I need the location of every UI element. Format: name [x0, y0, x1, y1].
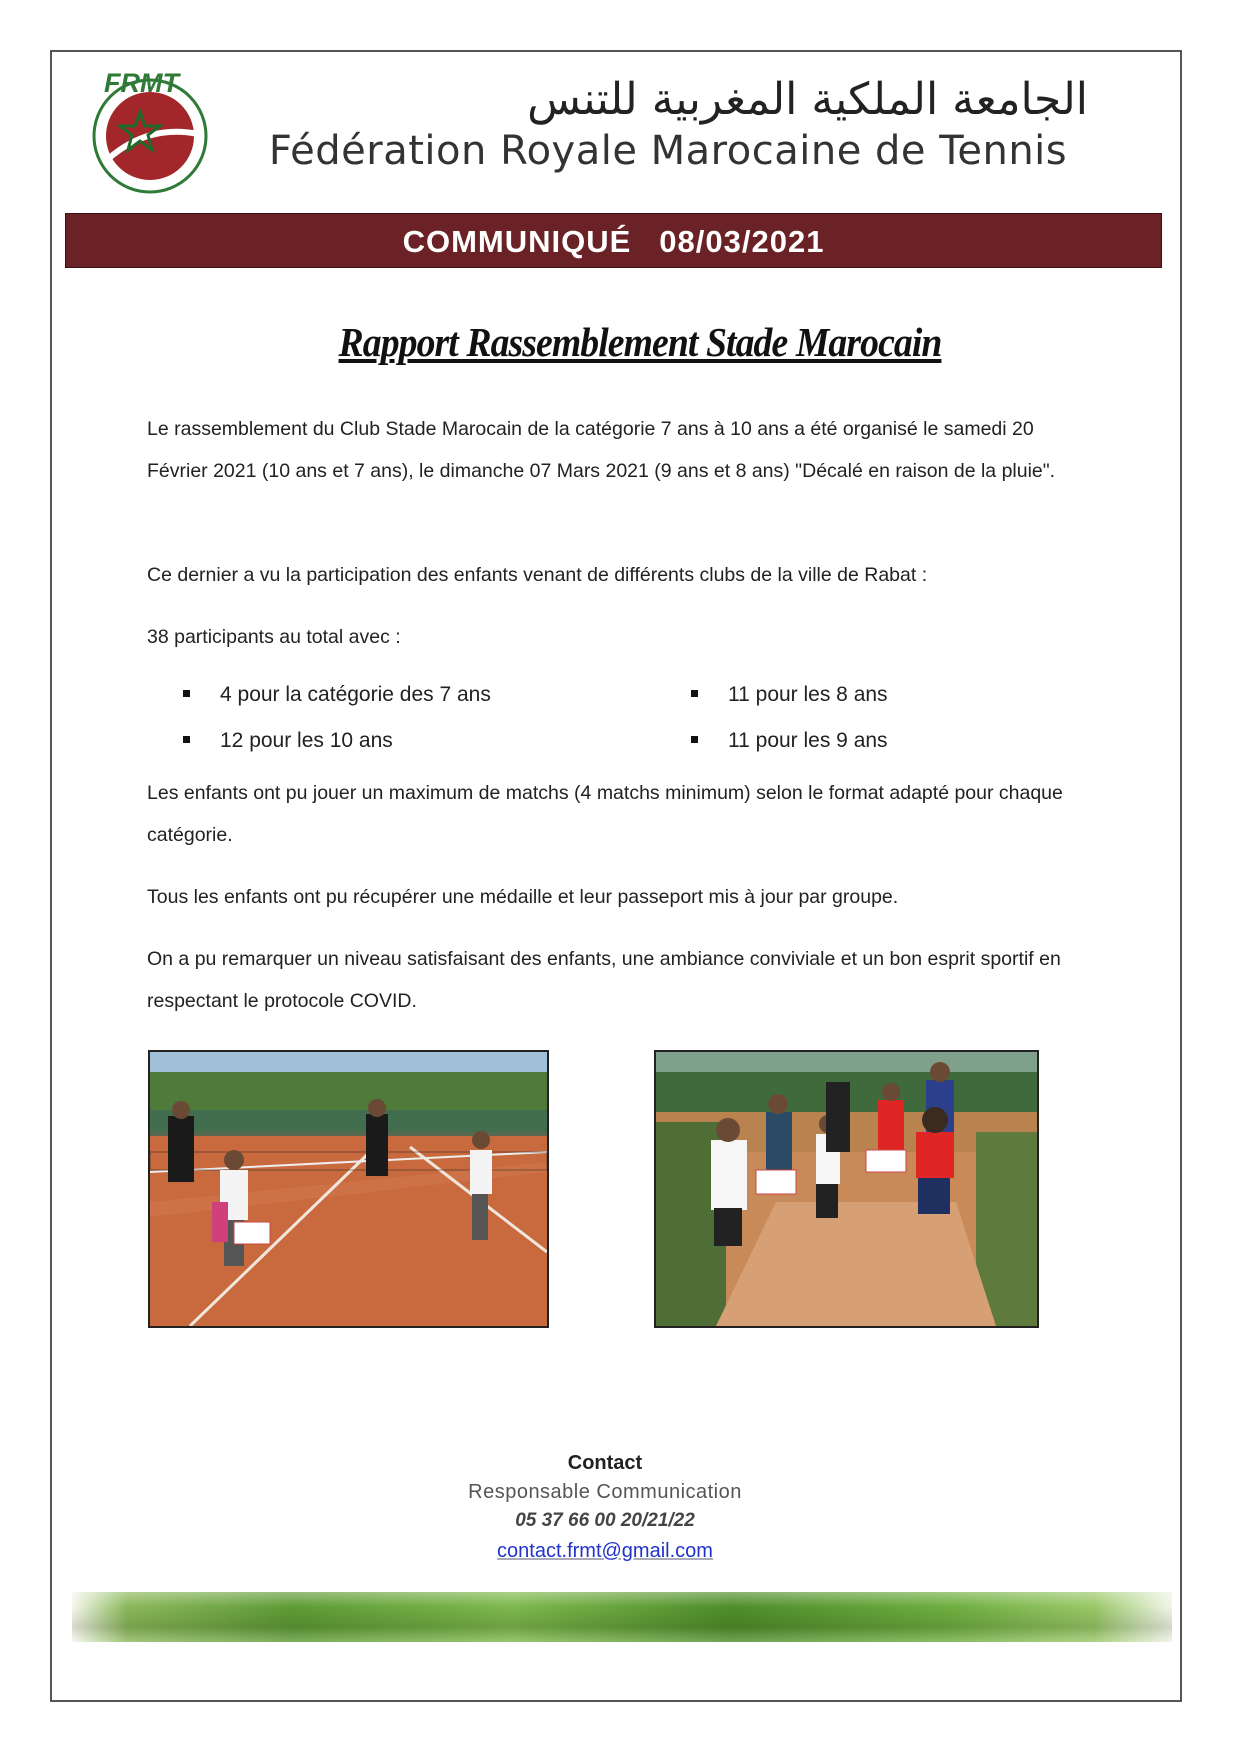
contact-email-link[interactable]: contact.frmt@gmail.com: [497, 1540, 713, 1562]
list-item: 4 pour la catégorie des 7 ans: [183, 683, 491, 707]
federation-name-arabic: الجامعة الملكية المغربية للتنس: [527, 74, 1088, 125]
paragraph-total: 38 participants au total avec :: [147, 626, 401, 648]
frmt-logo: [88, 64, 216, 198]
document-title: Rapport Rassemblement Stade Marocain: [338, 319, 942, 365]
letterhead: [88, 62, 1148, 212]
communique-banner: [65, 213, 1162, 268]
paragraph-participation: Ce dernier a vu la participation des enfants venant de différents clubs de la ville de Rabat :: [147, 564, 928, 586]
contact-phone: 05 37 66 00 20/21/22: [515, 1510, 695, 1531]
paragraph-conclusion: On a pu remarquer un niveau satisfaisant des enfants, une ambiance conviviale et un bon esprit sportif en respectant le protocole COVID.: [147, 948, 1061, 1012]
list-item: 11 pour les 8 ans: [691, 683, 888, 707]
banner-label: COMMUNIQUÉ: [402, 224, 632, 259]
photo-clay-court: [148, 1050, 549, 1328]
paragraph-intro: Le rassemblement du Club Stade Marocain de la catégorie 7 ans à 10 ans a été organisé le samedi 20 Février 2021 (10 ans et 7 ans), le dimanche 07 Mars 2021 (9 ans et 8 ans) "Décalé en raison de la pluie".: [147, 418, 1056, 482]
paragraph-matches: Les enfants ont pu jouer un maximum de matchs (4 matchs minimum) selon le format adapté pour chaque catégorie.: [147, 782, 1063, 846]
contact-role: Responsable Communication: [468, 1481, 742, 1503]
photo-children-medals: [654, 1050, 1039, 1328]
paragraph-medals: Tous les enfants ont pu récupérer une médaille et leur passeport mis à jour par groupe.: [147, 886, 899, 908]
banner-date: 08/03/2021: [659, 224, 825, 259]
list-item: 12 pour les 10 ans: [183, 729, 393, 753]
contact-title: Contact: [567, 1452, 643, 1474]
federation-name-french: Fédération Royale Marocaine de Tennis: [268, 128, 1068, 174]
grass-footer-band: [72, 1592, 1172, 1642]
contact-block: [420, 1448, 790, 1566]
logo-text: FRMT: [104, 68, 179, 98]
list-item: 11 pour les 9 ans: [691, 729, 888, 753]
